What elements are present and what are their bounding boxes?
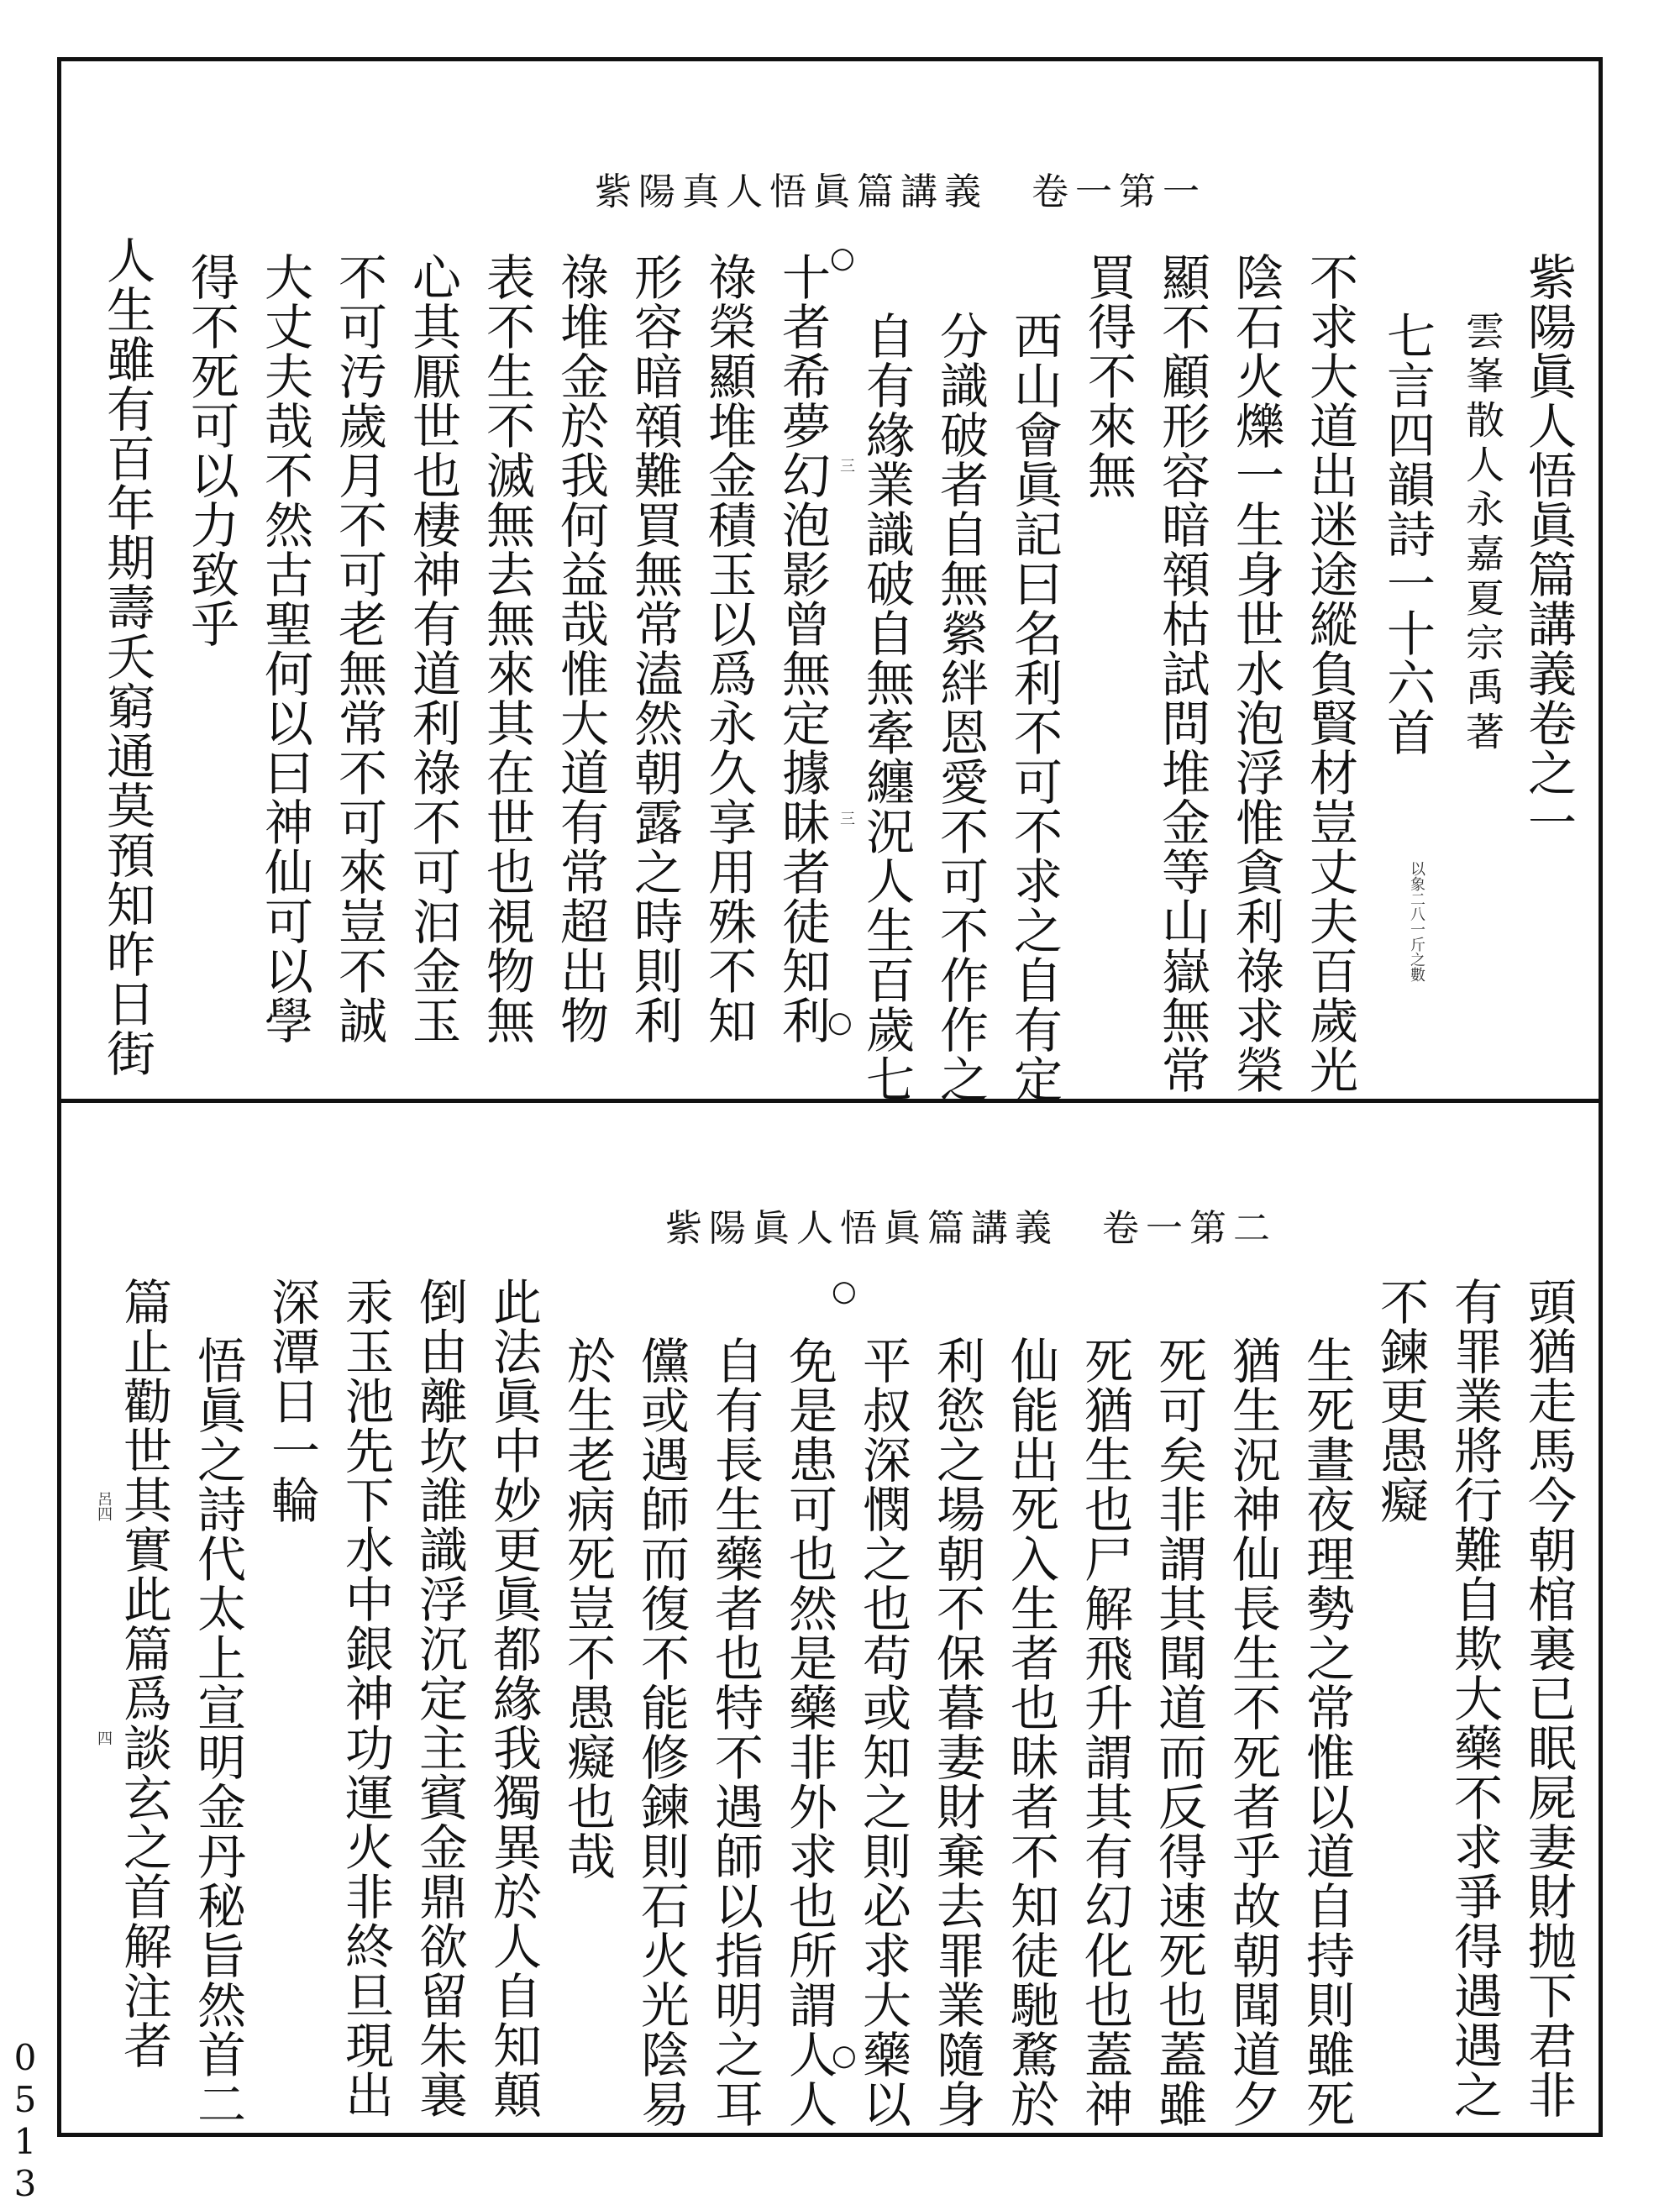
sheet-number-digit: 3 — [13, 2163, 37, 2204]
top-column-5: 陰石火爍一生身世水泡浮惟貪利祿求榮 — [1227, 252, 1284, 1095]
top-column-4: 不求大道出迷途縱負賢材豈丈夫百歲光 — [1301, 252, 1358, 1095]
bottom-column-18: 深潭日一輪 — [263, 1277, 320, 1525]
top-column-17: 不可汚歲月不可老無常不可來豈不誠 — [330, 252, 387, 1045]
margin-mark: 三 — [837, 811, 855, 826]
top-column-16: 心其厭世也棲神有道利祿不可汩金玉 — [404, 252, 461, 1045]
bottom-page-header: 紫陽眞人悟眞篇講義 卷一第二 — [665, 1207, 1277, 1250]
sheet-number — [8, 2037, 42, 2205]
circle-mark: ○ — [830, 241, 855, 275]
top-column-10: 自有緣業識破自無牽纏況人生百歲七 — [858, 311, 915, 1104]
margin-mark: 四 — [95, 1730, 113, 1746]
bottom-column-12: 自有長生藥者也特不遇師以指明之耳 — [706, 1336, 764, 2129]
top-column-13: 形容暗顇難買無常溘然朝露之時則利 — [626, 252, 683, 1045]
top-author-line: 雲峯散人永嘉夏宗禹著 — [1460, 311, 1505, 756]
top-column-20: 人生雖有百年期壽夭窮通莫預知昨日街 — [98, 235, 155, 1078]
margin-mark: 三 — [837, 458, 855, 473]
page-divider — [57, 1099, 1603, 1103]
bottom-column-19: 悟眞之詩代太上宣明金丹秘旨然首二 — [189, 1336, 246, 2129]
top-column-11: 十者希夢幻泡影曾無定據昧者徒知利 — [774, 252, 831, 1045]
bottom-column-13: 儻或遇師而復不能修鍊則石火光陰易 — [633, 1336, 690, 2129]
bottom-column-6: 死可矣非謂其聞道而反得速死也蓋雖 — [1150, 1336, 1207, 2129]
bottom-column-16: 倒由離坎誰識浮沉定主賓金鼎欲留朱裏 — [411, 1277, 468, 2119]
bottom-column-17: 汞玉池先下水中銀神功運火非終旦現出 — [337, 1277, 394, 2119]
bottom-column-3: 不鍊更愚癡 — [1372, 1277, 1429, 1525]
bottom-column-20: 篇止勸世其實此篇爲談玄之首解注者 — [115, 1277, 172, 2070]
sheet-number-digit: 5 — [13, 2079, 37, 2120]
top-inline-note: 以象二八一斤之數 — [1408, 861, 1425, 982]
top-title-column: 紫陽眞人悟眞篇講義卷之一 — [1520, 252, 1577, 847]
margin-mark: 呂四 — [95, 1491, 113, 1521]
bottom-column-4: 生死晝夜理勢之常惟以道自持則雖死 — [1298, 1336, 1355, 2129]
top-column-6: 顯不顧形容暗顇枯試問堆金等山嶽無常 — [1153, 252, 1210, 1095]
top-column-15: 表不生不滅無去無來其在世也視物無 — [478, 252, 535, 1045]
bottom-column-10: 平叔深憫之也苟或知之則必求大藥以 — [854, 1336, 911, 2129]
top-column-8: 西山會眞記曰名利不可不求之自有定 — [1005, 311, 1063, 1104]
circle-mark: ○ — [832, 1274, 857, 1308]
top-column-14: 祿堆金於我何益哉惟大道有常超出物 — [552, 252, 609, 1045]
bottom-column-7: 死猶生也尸解飛升謂其有幻化也蓋神 — [1076, 1336, 1133, 2129]
top-column-9: 分識破者自無縈絆恩愛不可不作作之 — [932, 311, 989, 1104]
bottom-column-1: 頭猶走馬今朝棺裏已眠屍妻財抛下君非 — [1520, 1277, 1577, 2119]
bottom-column-15: 此法眞中妙更眞都緣我獨異於人自知顛 — [485, 1277, 542, 2119]
top-column-18: 大丈夫哉不然古聖何以曰神仙可以學 — [256, 252, 313, 1045]
top-column-12: 祿榮顯堆金積玉以爲永久享用殊不知 — [700, 252, 757, 1045]
bottom-column-8: 仙能出死入生者也昧者不知徒馳騖於 — [1002, 1336, 1059, 2129]
top-column-19: 得不死可以力致乎 — [182, 252, 239, 648]
sheet-number-digit: 1 — [13, 2121, 37, 2162]
bottom-column-11: 免是患可也然是藥非外求也所謂人人 — [780, 1336, 837, 2129]
bottom-column-2: 有罪業將行難自欺大藥不求爭得遇遇之 — [1446, 1277, 1503, 2119]
top-column-7: 買得不來無 — [1079, 252, 1137, 500]
circle-mark: ○ — [832, 2039, 857, 2072]
bottom-column-9: 利慾之場朝不保暮妻財棄去罪業隨身 — [928, 1336, 985, 2129]
bottom-column-5: 猶生況神仙長生不死者乎故朝聞道夕 — [1224, 1336, 1281, 2129]
bottom-column-14: 於生老病死豈不愚癡也哉 — [559, 1336, 616, 1881]
top-page-header: 紫陽真人悟眞篇講義 卷一第一 — [595, 171, 1206, 213]
top-section-heading: 七言四韻詩一十六首 — [1378, 311, 1436, 757]
circle-mark: ○ — [827, 1005, 853, 1039]
sheet-number-digit: 0 — [13, 2037, 37, 2078]
